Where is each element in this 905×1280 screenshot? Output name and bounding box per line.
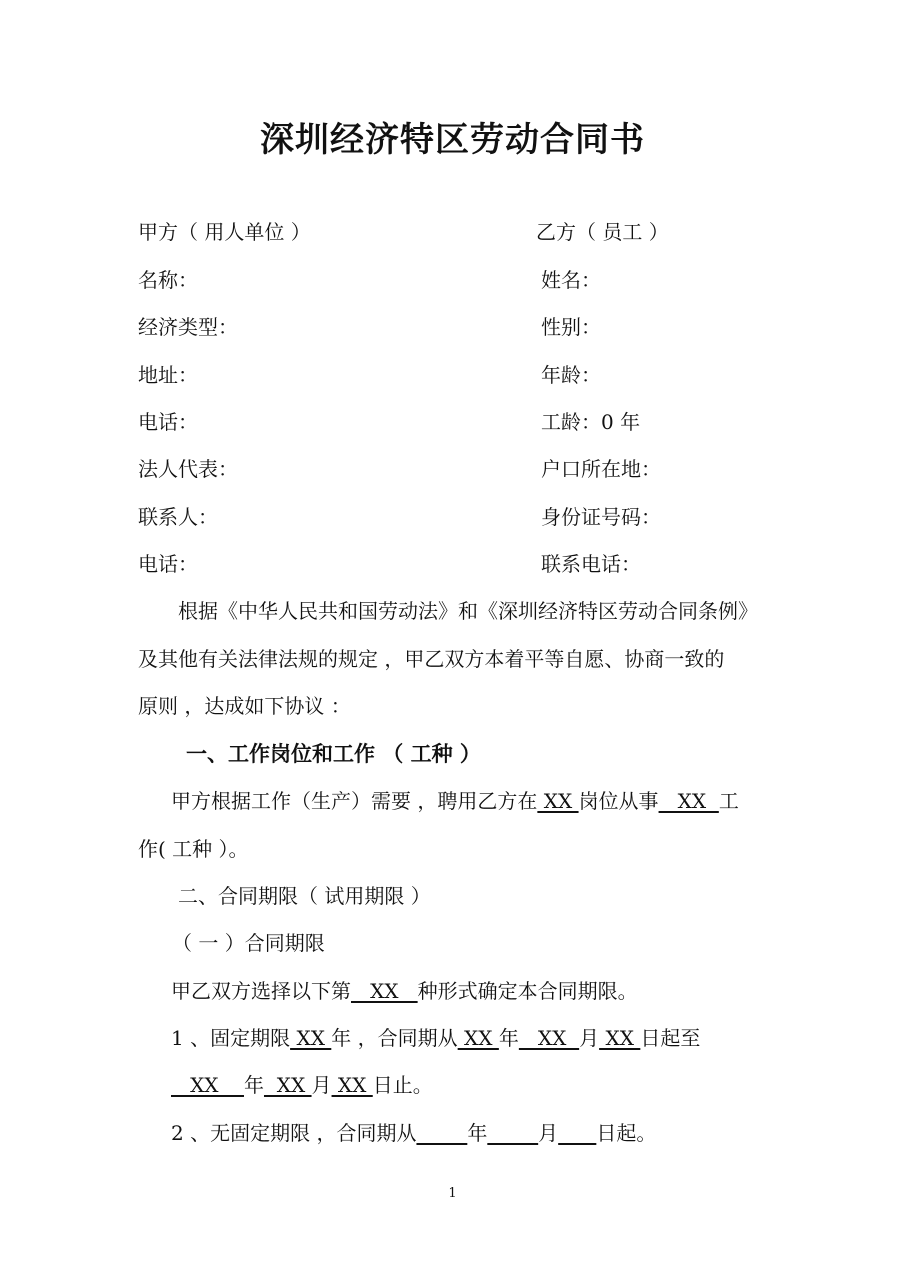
fixed-term-line-1 bbox=[171, 1024, 700, 1052]
party-b-header: 乙方（ 员工 ） bbox=[536, 220, 669, 244]
party-b-age-label: 年龄： bbox=[541, 363, 601, 387]
party-a-header: 甲方（ 用人单位 ） bbox=[138, 220, 311, 244]
fixed-term-text-1: 1 、固定期限 bbox=[171, 1026, 291, 1050]
open-term-text-2: 年 bbox=[467, 1121, 488, 1145]
end-year-field[interactable]: XX bbox=[171, 1073, 244, 1097]
party-a-name-label: 名称： bbox=[138, 268, 198, 292]
open-start-year-field[interactable] bbox=[416, 1121, 467, 1145]
fixed-term-line-2 bbox=[171, 1071, 433, 1099]
fixed-term-years-field[interactable]: XX bbox=[290, 1026, 332, 1050]
section-1-heading: 一、工作岗位和工作 （ 工种 ） bbox=[186, 742, 481, 766]
post-field[interactable]: XX bbox=[537, 789, 579, 813]
preamble-line-3: 原则 ，达成如下协议 ： bbox=[138, 694, 351, 718]
open-start-month-field[interactable] bbox=[487, 1121, 538, 1145]
contract-form-field[interactable]: XX bbox=[351, 979, 418, 1003]
party-b-work-years-label: 工龄：0 年 bbox=[541, 410, 641, 434]
party-a-contact-phone-label: 电话： bbox=[138, 552, 198, 576]
party-a-address-label: 地址： bbox=[138, 363, 198, 387]
fixed-term-text-2: 年 ，合同期从 bbox=[331, 1026, 458, 1050]
section-2-heading: 二、合同期限（ 试用期限 ） bbox=[178, 884, 431, 908]
party-b-phone-label: 联系电话： bbox=[541, 552, 641, 576]
open-term-line bbox=[171, 1119, 656, 1147]
page-number: 1 bbox=[448, 1186, 457, 1201]
end-day-field[interactable]: XX bbox=[331, 1073, 373, 1097]
party-a-contact-label: 联系人： bbox=[138, 505, 218, 529]
open-term-text-4: 日起。 bbox=[596, 1121, 657, 1145]
open-term-text-3: 月 bbox=[538, 1121, 559, 1145]
party-b-id-number-label: 身份证号码： bbox=[541, 505, 661, 529]
end-month-field[interactable]: XX bbox=[263, 1073, 312, 1097]
section-1-line-2: 作( 工种 ）。 bbox=[138, 837, 249, 861]
work-field[interactable]: XX bbox=[658, 789, 719, 813]
section-2-sub-1: （ 一 ）合同期限 bbox=[172, 931, 325, 955]
open-term-text-1: 2 、无固定期限 ，合同期从 bbox=[171, 1121, 417, 1145]
preamble-line-2: 及其他有关法律法规的规定 ，甲乙双方本着平等自愿、协商一致的 bbox=[138, 647, 725, 671]
start-month-field[interactable]: XX bbox=[518, 1026, 580, 1050]
open-start-day-field[interactable] bbox=[558, 1121, 596, 1145]
preamble-line-1: 根据《中华人民共和国劳动法》和《深圳经济特区劳动合同条例》 bbox=[178, 599, 758, 623]
section-1-text-a: 甲方根据工作（生产）需要 ，聘用乙方在 bbox=[171, 789, 538, 813]
section-1-line-1 bbox=[171, 787, 739, 815]
fixed-term-text-5: 日起至 bbox=[640, 1026, 701, 1050]
section-1-text-b: 岗位从事 bbox=[578, 789, 659, 813]
start-year-field[interactable]: XX bbox=[457, 1026, 499, 1050]
contract-form-text-a: 甲乙双方选择以下第 bbox=[171, 979, 351, 1003]
contract-form-line bbox=[171, 977, 638, 1005]
party-b-name-label: 姓名： bbox=[541, 268, 601, 292]
party-a-legal-rep-label: 法人代表： bbox=[138, 457, 238, 481]
contract-form-text-b: 种形式确定本合同期限。 bbox=[417, 979, 638, 1003]
fixed-term-text-7: 月 bbox=[311, 1073, 332, 1097]
fixed-term-text-4: 月 bbox=[579, 1026, 600, 1050]
party-a-economic-type-label: 经济类型： bbox=[138, 315, 238, 339]
fixed-term-text-6: 年 bbox=[243, 1073, 264, 1097]
fixed-term-text-8: 日止。 bbox=[372, 1073, 433, 1097]
party-b-gender-label: 性别： bbox=[541, 315, 601, 339]
section-1-text-c: 工 bbox=[718, 789, 739, 813]
start-day-field[interactable]: XX bbox=[599, 1026, 641, 1050]
fixed-term-text-3: 年 bbox=[498, 1026, 519, 1050]
document-title: 深圳经济特区劳动合同书 bbox=[260, 120, 645, 160]
party-a-phone-label: 电话： bbox=[138, 410, 198, 434]
party-b-hukou-label: 户口所在地： bbox=[541, 457, 661, 481]
